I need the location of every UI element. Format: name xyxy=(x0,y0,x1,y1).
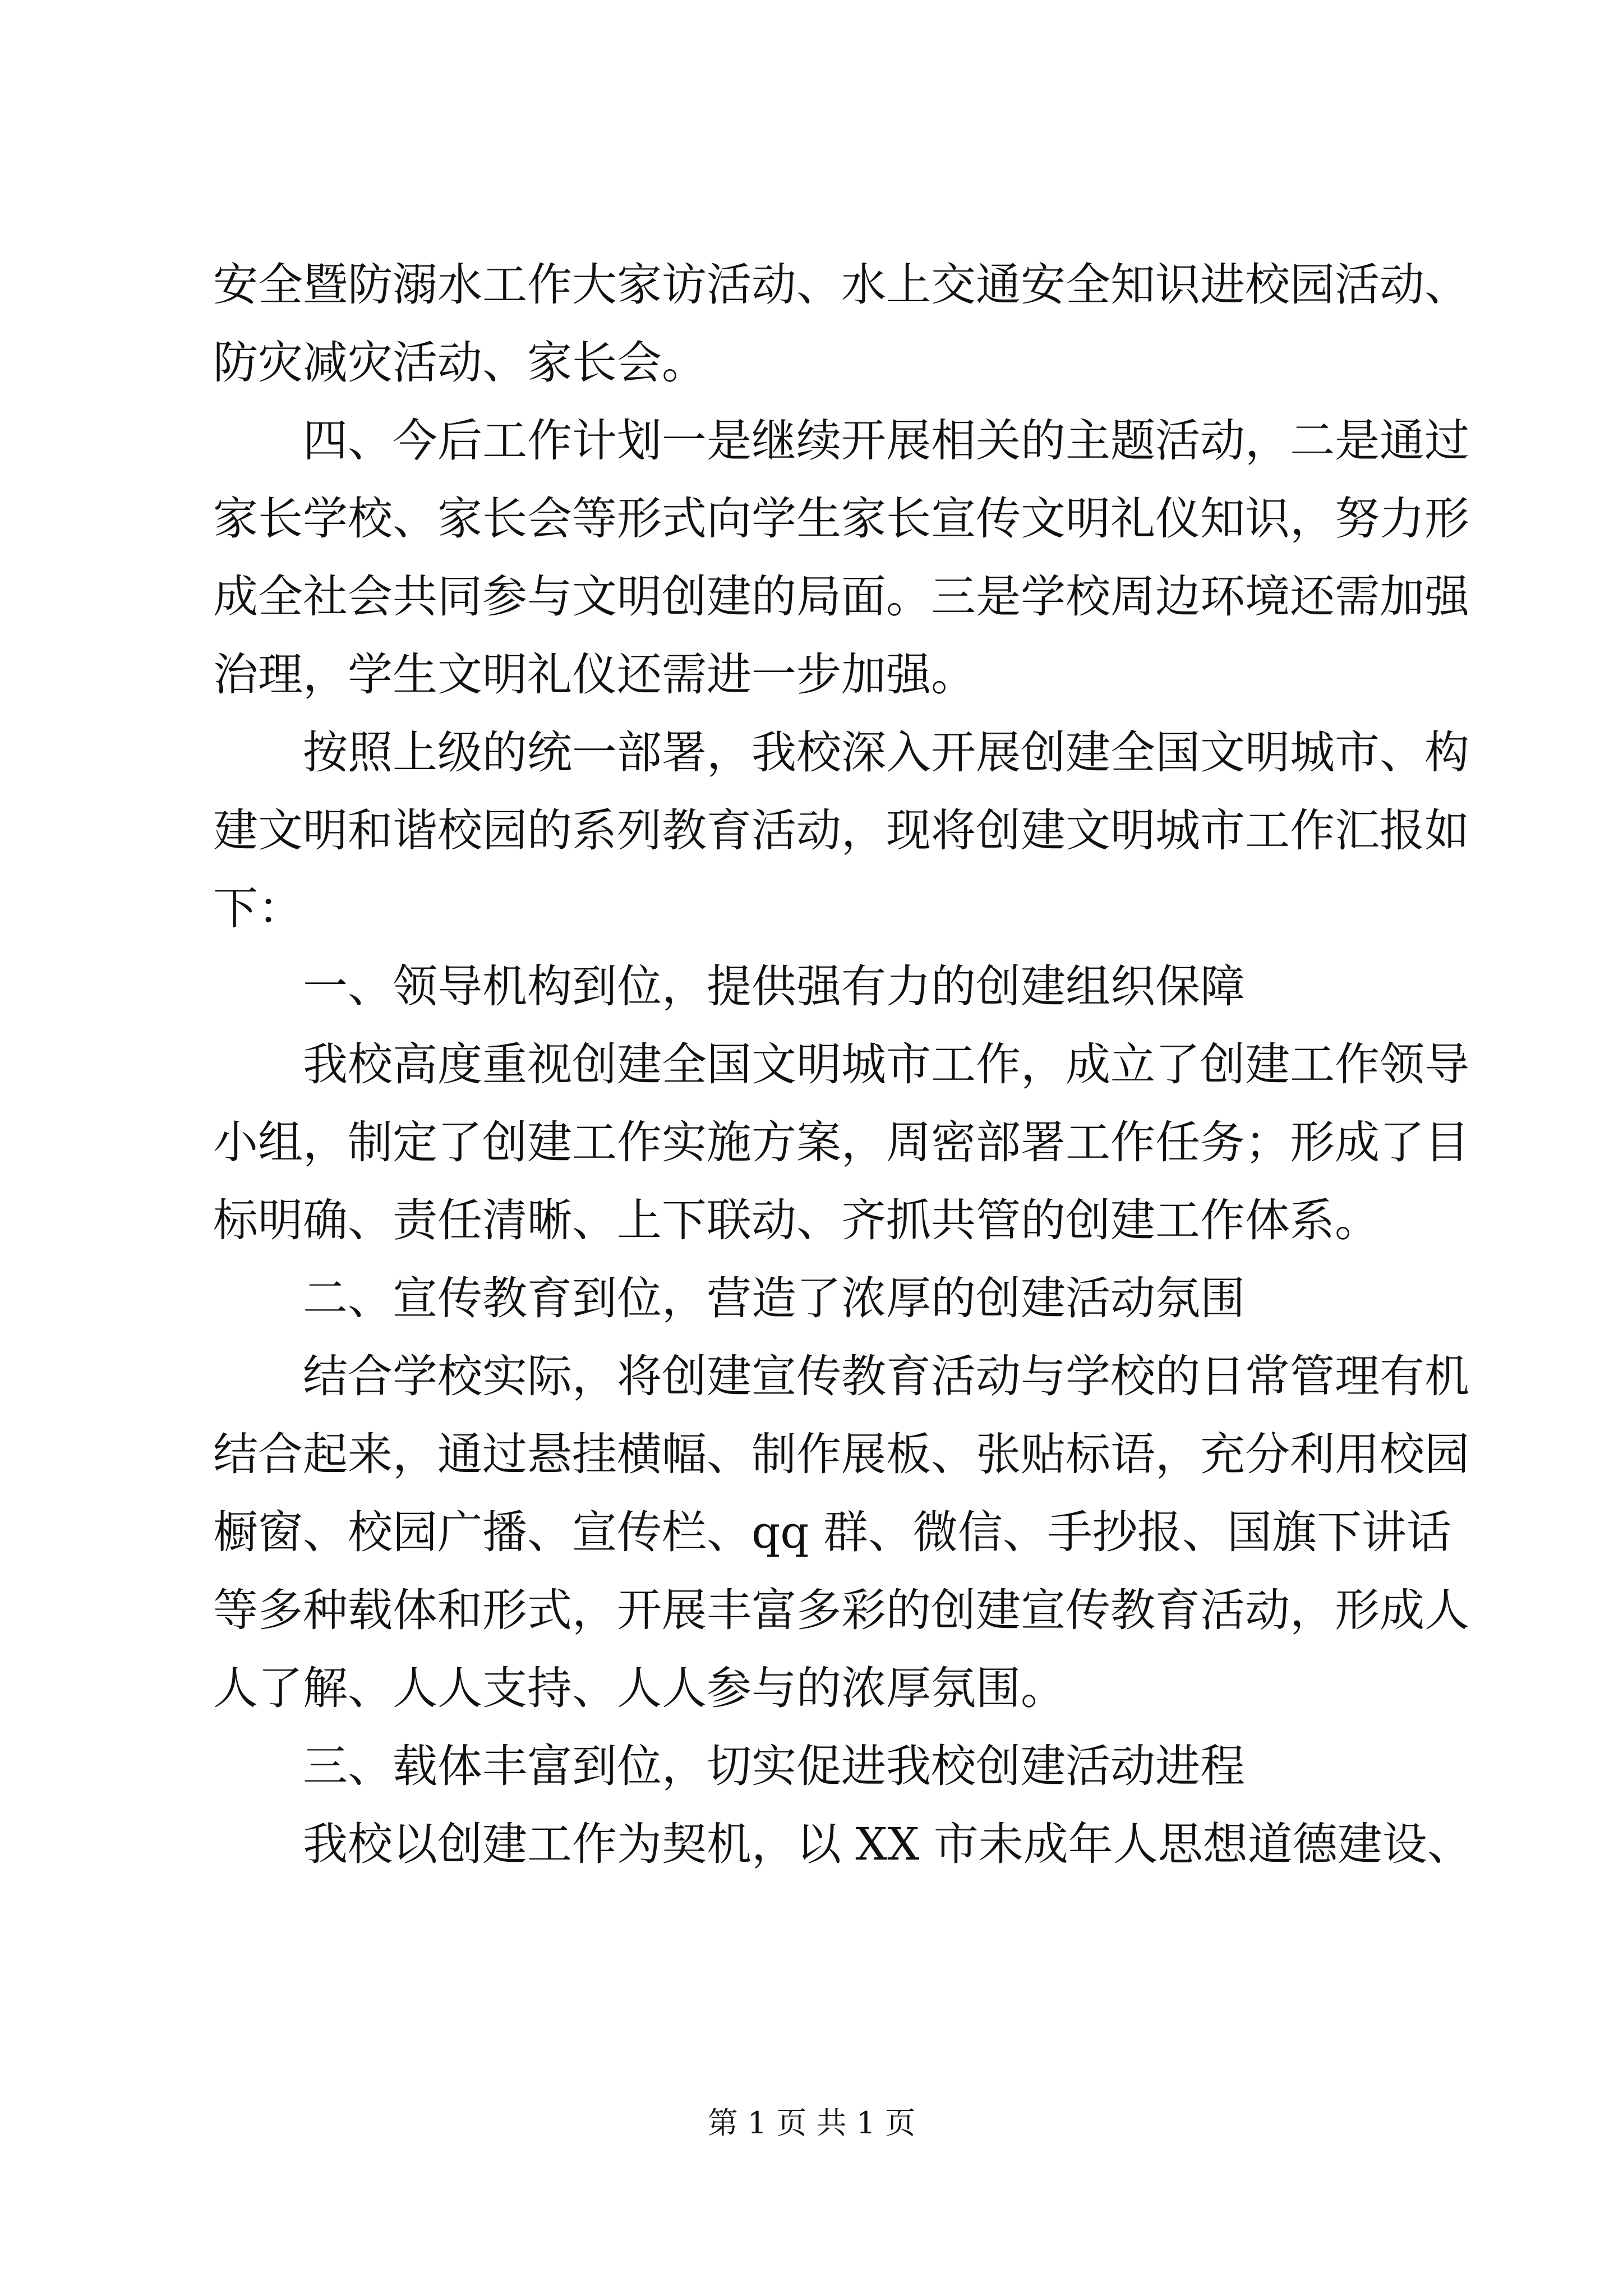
text-line: 人了解、人人支持、人人参与的浓厚氛围。 xyxy=(213,1662,1066,1714)
text-line: 建文明和谐校园的系列教育活动，现将创建文明城市工作汇报如 xyxy=(213,804,1469,857)
text-line: 下： xyxy=(213,882,303,935)
page-footer: 第 1 页 共 1 页 xyxy=(707,2105,916,2141)
section-heading: 三、载体丰富到位，切实促进我校创建活动进程 xyxy=(303,1740,1245,1792)
text-line: 防灾减灾活动、家长会。 xyxy=(213,337,707,389)
text-line: 结合起来，通过悬挂横幅、制作展板、张贴标语，充分利用校园 xyxy=(213,1428,1469,1480)
text-line: 治理，学生文明礼仪还需进一步加强。 xyxy=(213,648,976,701)
paragraph-first-line: 结合学校实际，将创建宣传教育活动与学校的日常管理有机 xyxy=(303,1350,1469,1402)
paragraph-first-line: 按照上级的统一部署，我校深入开展创建全国文明城市、构 xyxy=(303,726,1469,779)
section-heading: 一、领导机构到位，提供强有力的创建组织保障 xyxy=(303,960,1245,1013)
text-line: 安全暨防溺水工作大家访活动、水上交通安全知识进校园活动、 xyxy=(213,259,1469,311)
text-line: 家长学校、家长会等形式向学生家长宣传文明礼仪知识，努力形 xyxy=(213,493,1469,545)
paragraph-first-line: 四、今后工作计划一是继续开展相关的主题活动，二是通过 xyxy=(303,415,1469,467)
text-line: 等多种载体和形式，开展丰富多彩的创建宣传教育活动，形成人 xyxy=(213,1584,1469,1636)
text-line: 小组，制定了创建工作实施方案，周密部署工作任务；形成了目 xyxy=(213,1116,1469,1168)
text-line: 橱窗、校园广播、宣传栏、qq 群、微信、手抄报、国旗下讲话 xyxy=(213,1506,1451,1558)
text-line: 成全社会共同参与文明创建的局面。三是学校周边环境还需加强 xyxy=(213,570,1469,623)
paragraph-first-line: 我校高度重视创建全国文明城市工作，成立了创建工作领导 xyxy=(303,1038,1469,1091)
text-line: 标明确、责任清晰、上下联动、齐抓共管的创建工作体系。 xyxy=(213,1194,1380,1246)
paragraph-first-line: 我校以创建工作为契机，以 XX 市未成年人思想道德建设、 xyxy=(303,1818,1472,1870)
section-heading: 二、宣传教育到位，营造了浓厚的创建活动氛围 xyxy=(303,1272,1245,1324)
